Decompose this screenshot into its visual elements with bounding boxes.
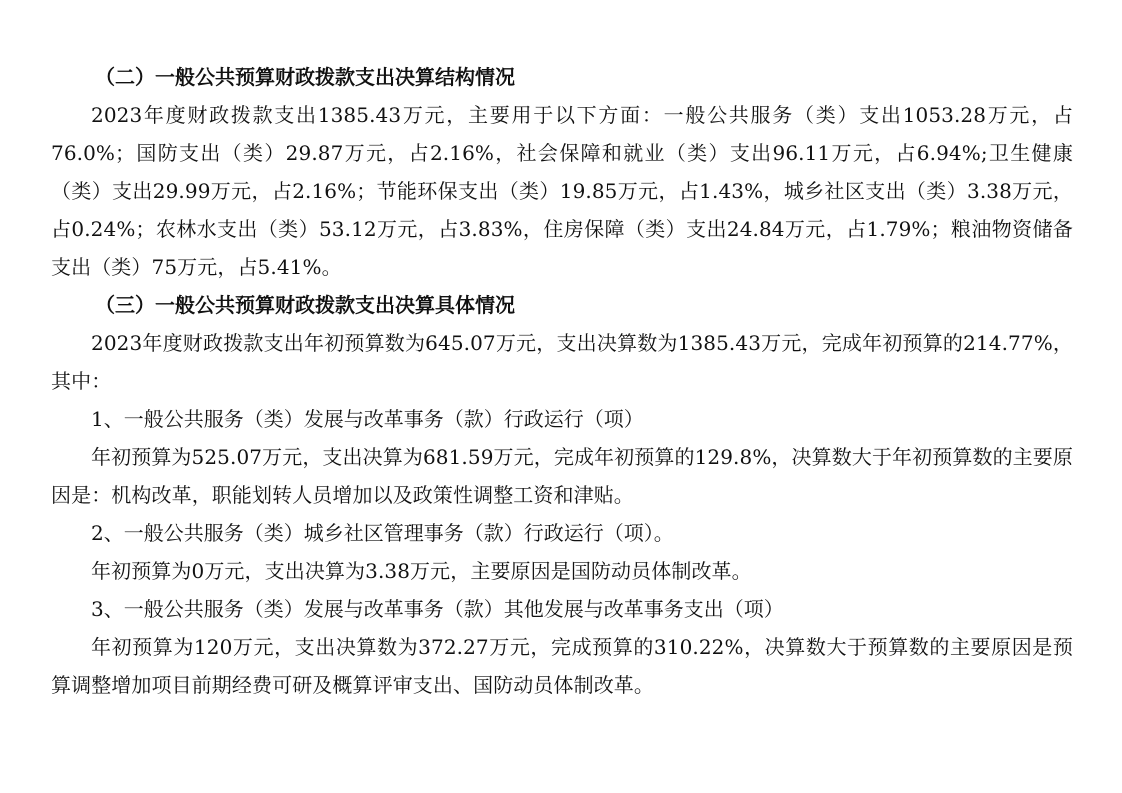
detail-item-2-text: 年初预算为0万元，支出决算为3.38万元，主要原因是国防动员体制改革。: [91, 559, 752, 583]
detail-item-1-title: 1、一般公共服务（类）发展与改革事务（款）行政运行（项）: [91, 407, 644, 431]
detail-item-1-text: 年初预算为525.07万元，支出决算为681.59万元，完成年初预算的129.8%，决算数大于年初预算数的主要原因是：机构改革，职能划转人员增加以及政策性调整工资和津贴。: [51, 445, 1073, 507]
section-heading-expenditure-details: （三）一般公共预算财政拨款支出决算具体情况: [95, 293, 515, 317]
document-content: [51, 58, 1073, 704]
detail-item-3-title: 3、一般公共服务（类）发展与改革事务（款）其他发展与改革事务支出（项）: [91, 597, 784, 621]
section-heading-expenditure-structure: （二）一般公共预算财政拨款支出决算结构情况: [95, 65, 515, 89]
detail-item-2-title: 2、一般公共服务（类）城乡社区管理事务（款）行政运行（项）。: [91, 521, 674, 545]
expenditure-structure-paragraph: 2023年度财政拨款支出1385.43万元，主要用于以下方面：一般公共服务（类）支出1053.28万元，占76.0%；国防支出（类）29.87万元，占2.16%，社会保障和就业（类）支出96.11万元，占6.94%;卫生健康（类）支出29.99万元，占2.16%；节能环保支出（类）19.85万元，占1.43%，城乡社区支出（类）3.38万元，占0.24%；农林水支出（类）53.12万元，占3.83%，住房保障（类）支出24.84万元，占1.79%；粮油物资储备支出（类）75万元，占5.41%。: [51, 103, 1073, 279]
detail-item-3-text: 年初预算为120万元，支出决算数为372.27万元，完成预算的310.22%，决算数大于预算数的主要原因是预算调整增加项目前期经费可研及概算评审支出、国防动员体制改革。: [51, 635, 1073, 697]
expenditure-details-paragraph: 2023年度财政拨款支出年初预算数为645.07万元，支出决算数为1385.43万元，完成年初预算的214.77%，其中：: [51, 331, 1073, 393]
